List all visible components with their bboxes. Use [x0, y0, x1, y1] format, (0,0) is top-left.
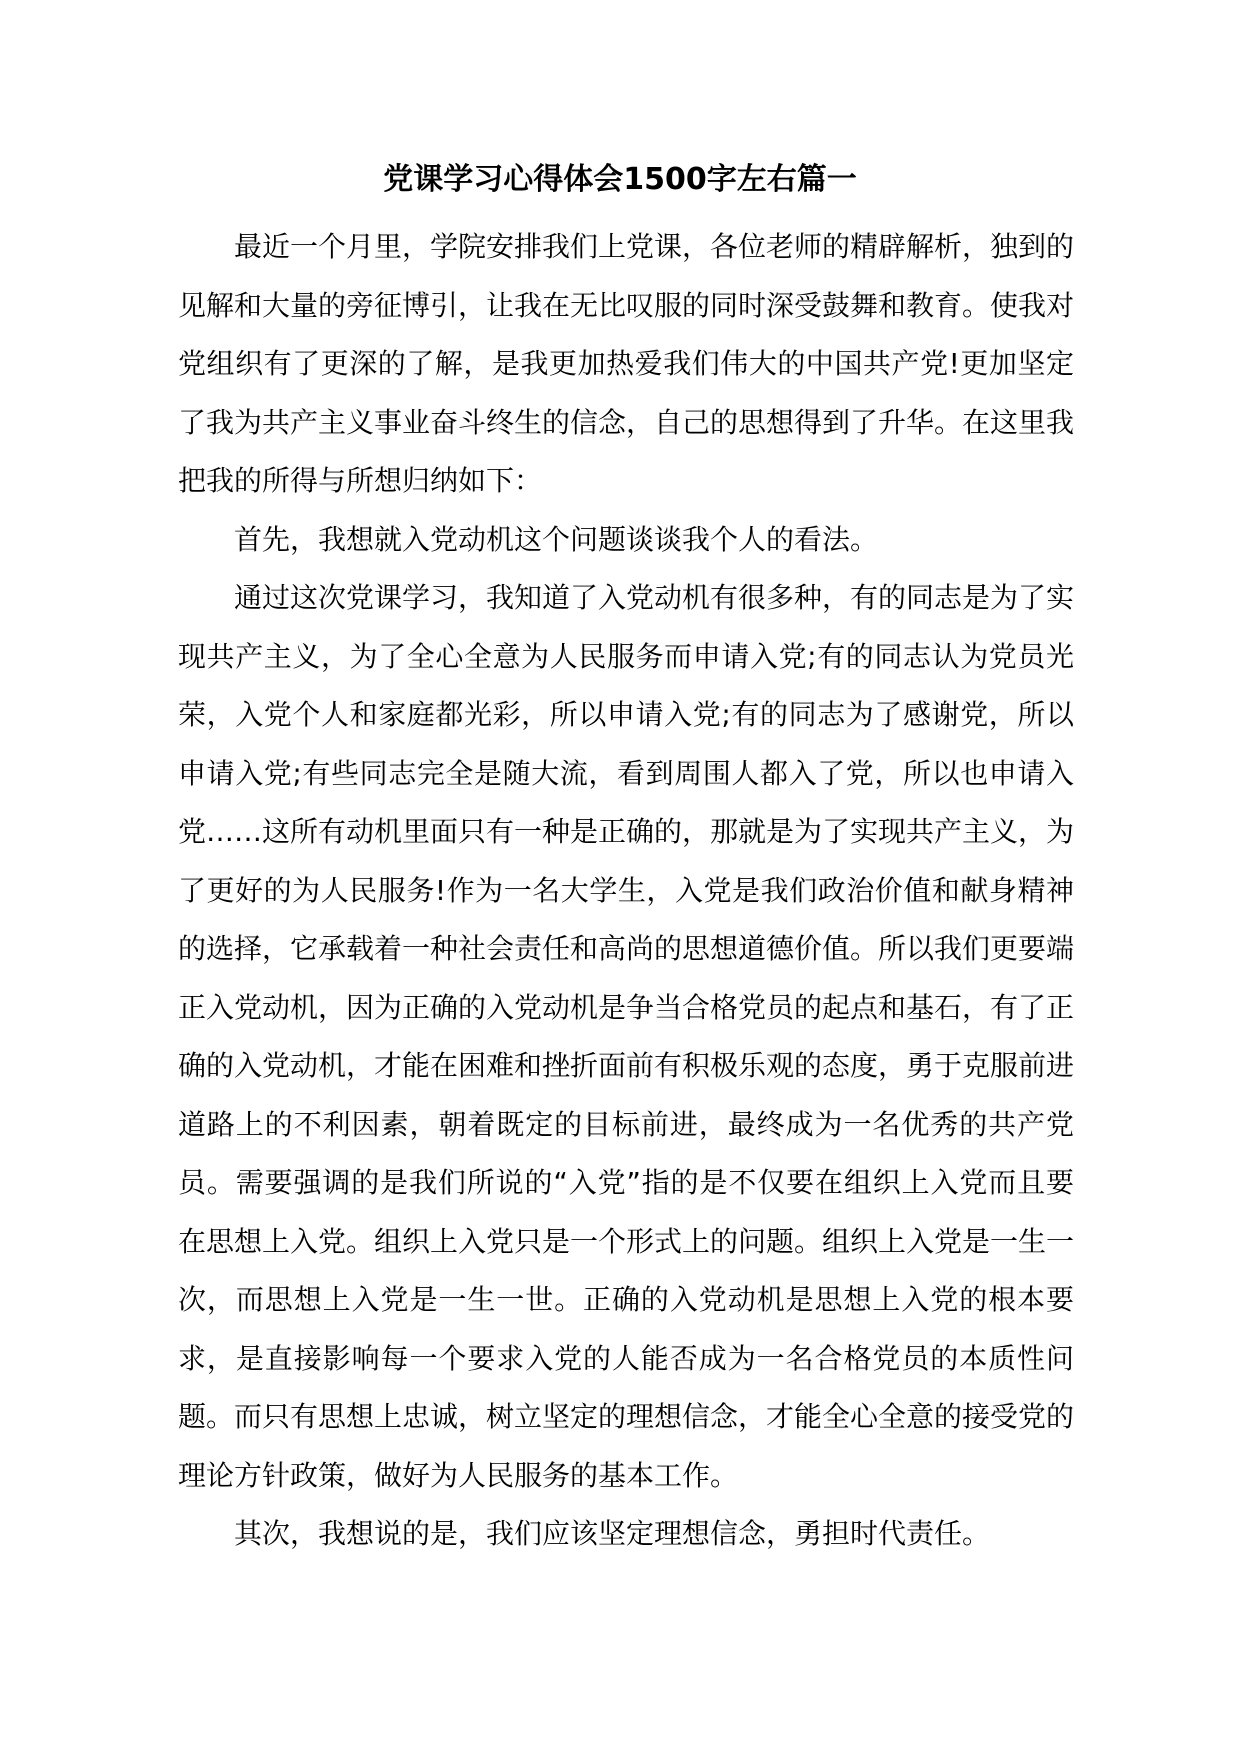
- paragraph-motivation: 通过这次党课学习，我知道了入党动机有很多种，有的同志是为了实现共产主义，为了全心全意为人民服务而申请入党;有的同志认为党员光荣，入党个人和家庭都光彩，所以申请入党;有的同志为了感谢党，所以申请入党;有些同志完全是随大流，看到周围人都入了党，所以也申请入党……这所有动机里面只有一种是正确的，那就是为了实现共产主义，为了更好的为人民服务!作为一名大学生，入党是我们政治价值和献身精神的选择，它承载着一种社会责任和高尚的思想道德价值。所以我们更要端正入党动机，因为正确的入党动机是争当合格党员的起点和基石，有了正确的入党动机，才能在困难和挫折面前有积极乐观的态度，勇于克服前进道路上的不利因素，朝着既定的目标前进，最终成为一名优秀的共产党员。需要强调的是我们所说的“入党”指的是不仅要在组织上入党而且要在思想上入党。组织上入党只是一个形式上的问题。组织上入党是一生一次，而思想上入党是一生一世。正确的入党动机是思想上入党的根本要求，是直接影响每一个要求入党的人能否成为一名合格党员的本质性问题。而只有思想上忠诚，树立坚定的理想信念，才能全心全意的接受党的理论方针政策，做好为人民服务的基本工作。: [178, 581, 1075, 1492]
- paragraph-first-point: 首先，我想就入党动机这个问题谈谈我个人的看法。: [234, 522, 879, 556]
- paragraph-second-point: 其次，我想说的是，我们应该坚定理想信念，勇担时代责任。: [234, 1517, 991, 1550]
- paragraph-intro: 最近一个月里，学院安排我们上党课，各位老师的精辟解析，独到的见解和大量的旁征博引，让我在无比叹服的同时深受鼓舞和教育。使我对党组织有了更深的了解，是我更加热爱我们伟大的中国共产党!更加坚定了我为共产主义事业奋斗终生的信念，自己的思想得到了升华。在这里我把我的所得与所想归纳如下：: [178, 230, 1075, 497]
- document-body: [178, 218, 1074, 1564]
- document-title: 党课学习心得体会1500字左右篇一: [383, 162, 857, 197]
